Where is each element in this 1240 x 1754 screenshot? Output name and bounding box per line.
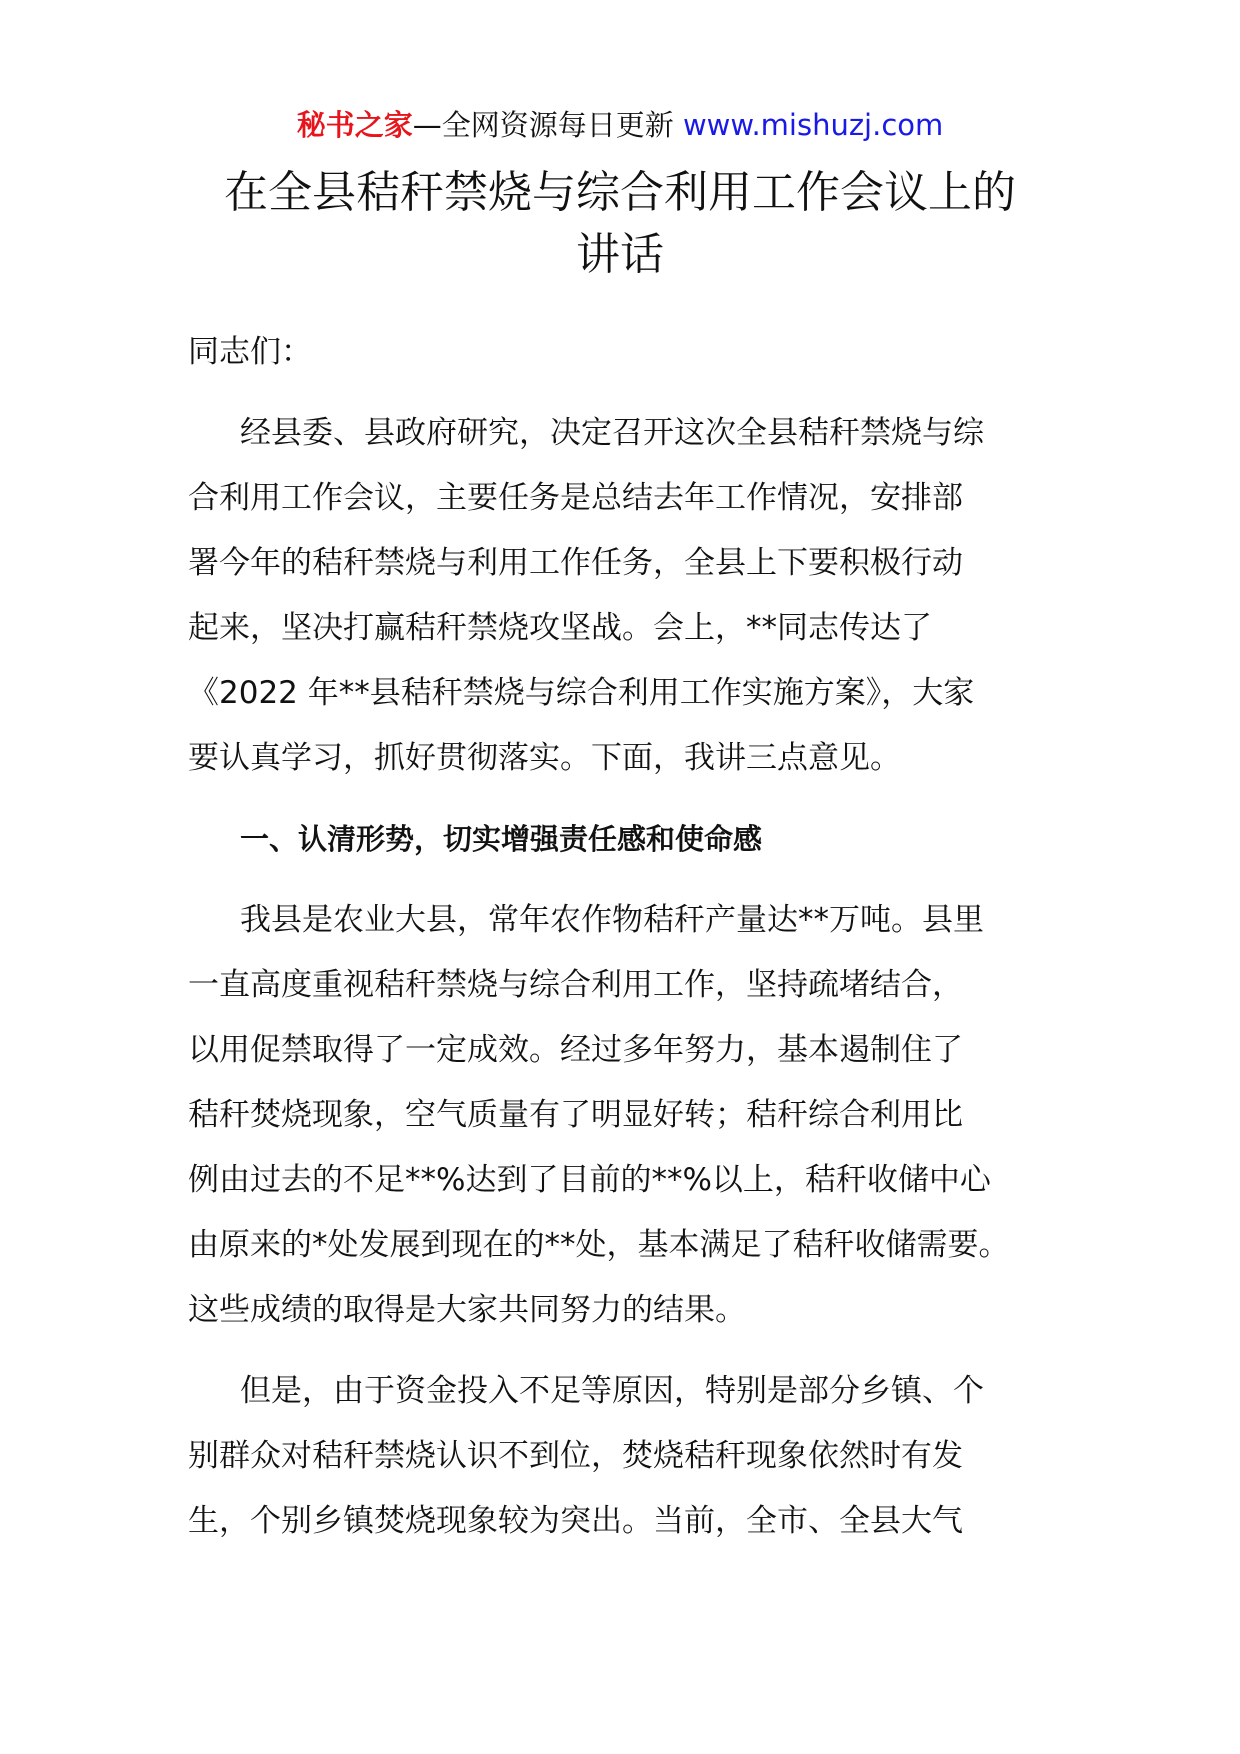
paragraph-line: 以用促禁取得了一定成效。经过多年努力，基本遏制住了	[188, 1032, 963, 1068]
paragraph-line: 要认真学习，抓好贯彻落实。下面，我讲三点意见。	[188, 740, 901, 776]
paragraph-line: 但是，由于资金投入不足等原因，特别是部分乡镇、个	[240, 1373, 984, 1409]
brand-name: 秘书之家	[296, 108, 413, 142]
paragraph-problems	[188, 1359, 1068, 1554]
paragraph-line: 我县是农业大县，常年农作物秸秆产量达**万吨。县里	[240, 902, 984, 938]
site-slogan: —全网资源每日更新	[412, 108, 674, 142]
paragraph-line: 经县委、县政府研究，决定召开这次全县秸秆禁烧与综	[240, 415, 984, 451]
salutation: 同志们：	[188, 334, 312, 370]
paragraph-line: 秸秆焚烧现象，空气质量有了明显好转；秸秆综合利用比	[188, 1097, 963, 1133]
paragraph-line: 《2022 年**县秸秆禁烧与综合利用工作实施方案》，大家	[188, 675, 975, 711]
document-title	[120, 162, 1120, 286]
title-line: 在全县秸秆禁烧与综合利用工作会议上的	[224, 167, 1016, 218]
paragraph-line: 由原来的*处发展到现在的**处，基本满足了秸秆收储需要。	[188, 1227, 1010, 1263]
paragraph-line: 生，个别乡镇焚烧现象较为突出。当前，全市、全县大气	[188, 1503, 963, 1539]
paragraph-line: 起来，坚决打赢秸秆禁烧攻坚战。会上，**同志传达了	[188, 610, 932, 646]
section-heading-1: 一、认清形势，切实增强责任感和使命感	[240, 822, 763, 856]
paragraph-line: 这些成绩的取得是大家共同努力的结果。	[188, 1292, 746, 1328]
paragraph-line: 合利用工作会议，主要任务是总结去年工作情况，安排部	[188, 480, 963, 516]
paragraph-line: 署今年的秸秆禁烧与利用工作任务，全县上下要积极行动	[188, 545, 963, 581]
title-line: 讲话	[576, 229, 664, 280]
paragraph-achievements	[188, 888, 1068, 1343]
paragraph-line: 例由过去的不足**%达到了目前的**%以上，秸秆收储中心	[188, 1162, 991, 1198]
site-header	[0, 100, 1240, 150]
site-url-link[interactable]: www.mishuzj.com	[682, 108, 944, 142]
paragraph-line: 别群众对秸秆禁烧认识不到位，焚烧秸秆现象依然时有发	[188, 1438, 963, 1474]
paragraph-intro	[188, 401, 1068, 791]
document-body	[188, 320, 1068, 1570]
paragraph-line: 一直高度重视秸秆禁烧与综合利用工作，坚持疏堵结合，	[188, 967, 963, 1003]
